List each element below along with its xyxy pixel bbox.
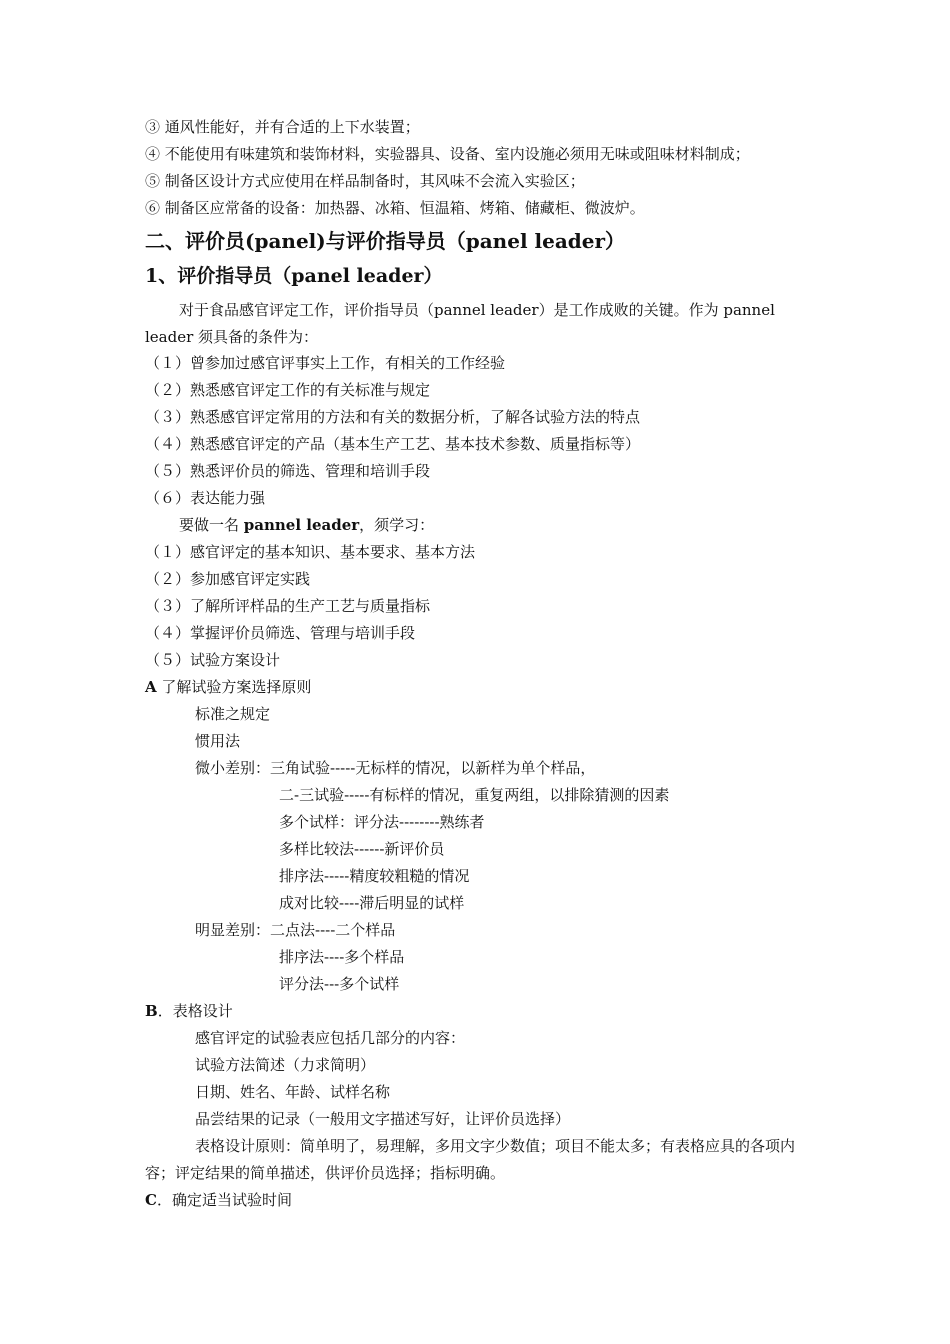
major-diff-label: 明显差别： — [195, 920, 271, 939]
table-principle-paragraph: 表格设计原则：简单明了，易理解，多用文字少数值；项目不能太多；有表格应具的各项内容；评定结果的简单描述，供评价员选择；指标明确。 — [145, 1136, 796, 1182]
learn-item: （２）参加感官评定实践 — [145, 569, 311, 588]
minor-diff-row — [145, 755, 807, 782]
subsection-heading: 1、评价指导员（panel leader） — [145, 265, 443, 287]
section-b-item: 品尝结果的记录（一般用文字描述写好，让评价员选择） — [195, 1109, 571, 1128]
section-heading: 二、评价员(panel)与评价指导员（panel leader） — [145, 229, 626, 253]
intro-paragraph: 对于食品感官评定工作，评价指导员（pannel leader）是工作成败的关键。作为 pannel leader 须具备的条件为： — [145, 301, 775, 346]
section-a-item: 惯用法 — [195, 731, 241, 750]
section-b-item: 试验方法简述（力求简明） — [195, 1055, 376, 1074]
learn-intro — [145, 512, 807, 539]
section-a-title: 了解试验方案选择原则 — [156, 677, 312, 696]
section-b-item: 日期、姓名、年龄、试样名称 — [195, 1082, 391, 1101]
major-diff-method: 评分法---多个试样 — [279, 974, 400, 993]
learn-intro-bold: pannel leader — [243, 515, 360, 534]
learn-item: （３）了解所评样品的生产工艺与质量指标 — [145, 596, 431, 615]
section-b-title: ．表格设计 — [157, 1001, 233, 1020]
minor-diff-method: 三角试验-----无标样的情况，以新样为单个样品， — [270, 758, 596, 777]
learn-item: （１）感官评定的基本知识、基本要求、基本方法 — [145, 542, 476, 561]
major-diff-method: 排序法----多个样品 — [279, 947, 405, 966]
section-c-label: C — [145, 1190, 157, 1209]
section-b-heading — [145, 998, 807, 1025]
major-diff-row — [145, 917, 807, 944]
requirement-item: （３）熟悉感官评定常用的方法和有关的数据分析，了解各试验方法的特点 — [145, 407, 641, 426]
requirement-item: （１）曾参加过感官评事实上工作，有相关的工作经验 — [145, 354, 506, 372]
requirement-item: （５）熟悉评价员的筛选、管理和培训手段 — [145, 461, 431, 480]
document-page — [145, 114, 807, 1214]
section-b-label: B — [145, 1001, 158, 1020]
minor-diff-method: 多样比较法------新评价员 — [279, 839, 445, 858]
learn-intro-suffix: ，须学习： — [359, 515, 435, 534]
minor-diff-method: 排序法-----精度较粗糙的情况 — [279, 866, 470, 885]
section-a-label: A — [145, 677, 157, 696]
minor-diff-method: 多个试样：评分法--------熟练者 — [279, 812, 485, 831]
requirement-item: （６）表达能力强 — [145, 488, 266, 507]
learn-item: （４）掌握评价员筛选、管理与培训手段 — [145, 623, 416, 642]
minor-diff-label: 微小差别： — [195, 758, 271, 777]
section-a-item: 标准之规定 — [195, 704, 271, 723]
learn-intro-prefix: 要做一名 — [179, 515, 244, 534]
requirement-item: （４）熟悉感官评定的产品（基本生产工艺、基本技术参数、质量指标等） — [145, 434, 641, 453]
section-a-heading — [145, 674, 807, 701]
facility-item: ⑥ 制备区应常备的设备：加热器、冰箱、恒温箱、烤箱、储藏柜、微波炉。 — [145, 199, 645, 217]
minor-diff-method: 二-三试验-----有标样的情况，重复两组，以排除猜测的因素 — [279, 785, 670, 804]
facility-item: ③ 通风性能好，并有合适的上下水装置； — [145, 118, 420, 136]
section-b-item: 感官评定的试验表应包括几部分的内容： — [195, 1028, 466, 1047]
requirement-item: （２）熟悉感官评定工作的有关标准与规定 — [145, 380, 431, 399]
section-c-heading — [145, 1187, 807, 1214]
facility-item: ⑤ 制备区设计方式应使用在样品制备时，其风味不会流入实验区； — [145, 172, 585, 190]
facility-item: ④ 不能使用有味建筑和装饰材料，实验器具、设备、室内设施必须用无味或阻味材料制成； — [145, 145, 750, 163]
section-c-title: ．确定适当试验时间 — [156, 1190, 292, 1209]
major-diff-method: 二点法----二个样品 — [270, 920, 396, 939]
learn-item: （５）试验方案设计 — [145, 650, 281, 669]
minor-diff-method: 成对比较----滞后明显的试样 — [279, 893, 465, 912]
